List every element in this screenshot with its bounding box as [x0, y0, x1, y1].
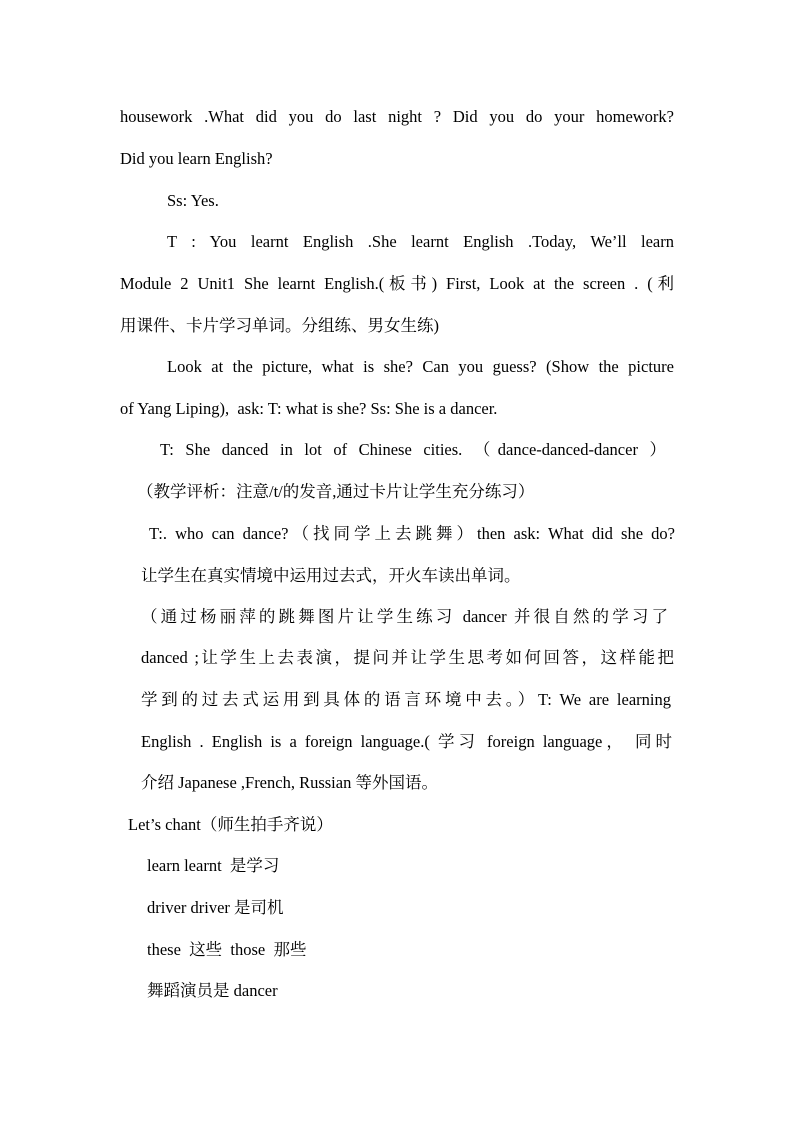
text-line: 让学生在真实情境中运用过去式，开火车读出单词。 [141, 566, 521, 585]
chant-line: 舞蹈演员是 dancer [147, 981, 278, 1000]
text-line: （通过杨丽萍的跳舞图片让学生练习 dancer 并很自然的学习了 [141, 607, 668, 626]
text-line: English . English is a foreign language.( 学习 foreign language， 同时 [141, 732, 672, 751]
chant-heading: Let’s chant（师生拍手齐说） [128, 815, 333, 834]
text-line: T: She danced in lot of Chinese cities. （dance-danced-dancer ） [160, 440, 666, 459]
text-line: Did you learn English? [120, 149, 273, 168]
text-line: danced ;让学生上去表演，提问并让学生思考如何回答，这样能把 [141, 648, 674, 667]
text-line: T : You learnt English .She learnt English .Today, We’ll learn [167, 232, 674, 251]
text-line: 用课件、卡片学习单词。分组练、男女生练) [120, 316, 439, 335]
text-line: Look at the picture, what is she? Can you guess? (Show the picture [167, 357, 674, 376]
text-line: housework .What did you do last night ? Did you do your homework? [120, 107, 674, 126]
text-line: T:. who can dance?（找同学上去跳舞）then ask: What did she do? [149, 524, 675, 543]
text-line: 介绍 Japanese ,French, Russian 等外国语。 [141, 773, 438, 792]
chant-line: driver driver 是司机 [147, 898, 284, 917]
chant-line: learn learnt 是学习 [147, 856, 280, 875]
text-line: Module 2 Unit1 She learnt English.(板书) First, Look at the screen . (利 [120, 274, 674, 293]
text-line: of Yang Liping), ask: T: what is she? Ss: She is a dancer. [120, 399, 498, 418]
text-line: （教学评析：注意/t/的发音,通过卡片让学生充分练习） [137, 482, 535, 501]
text-line: Ss: Yes. [167, 191, 219, 210]
text-line: 学到的过去式运用到具体的语言环境中去。）T: We are learning [141, 690, 671, 709]
chant-line: these 这些 those 那些 [147, 940, 307, 959]
